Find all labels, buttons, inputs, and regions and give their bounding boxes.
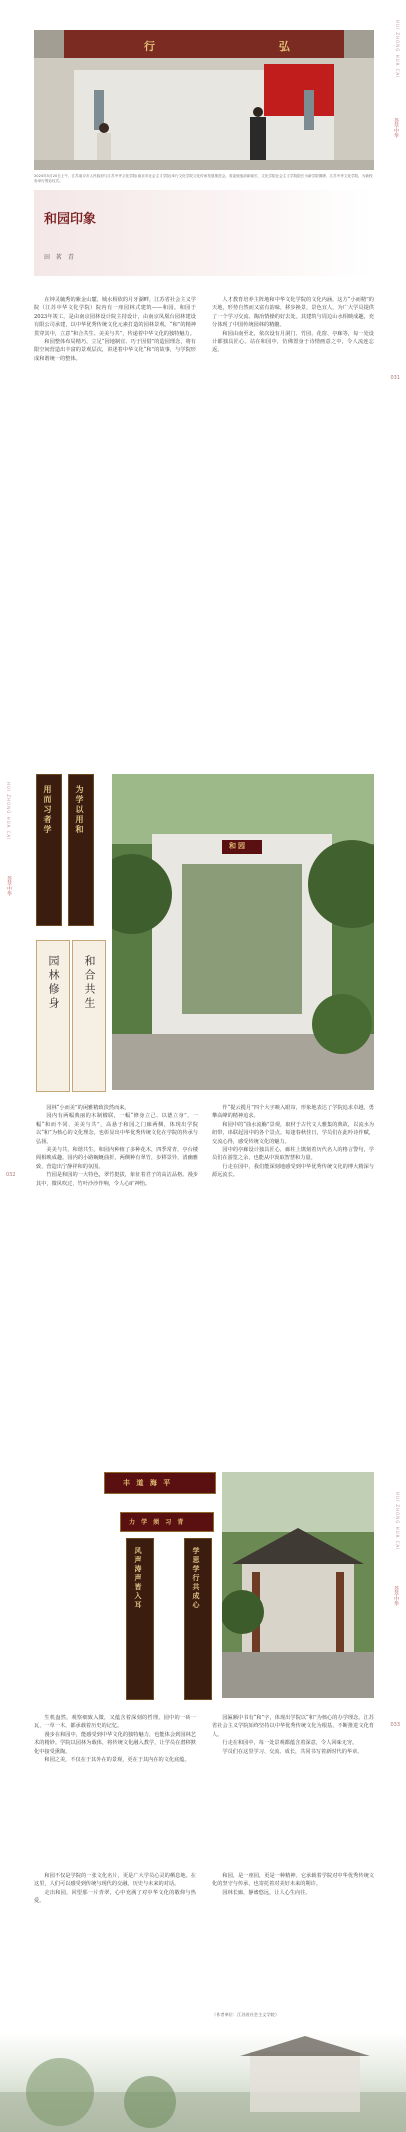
article-title-box bbox=[34, 190, 374, 276]
page-2 bbox=[0, 752, 406, 1472]
page2-column-right bbox=[212, 1104, 374, 1180]
paragraph: 行走在园中，我们能深刻地感受到中华优秀传统文化的博大精深与源远流长。 bbox=[212, 1163, 374, 1179]
paragraph: 和园，是一座园，更是一种精神。它承载着学院对中华优秀传统文化的坚守与传承，也寄托着对美好未来的期许。 bbox=[212, 1873, 374, 1888]
paragraph: 和园不仅是学院的一张文化名片，更是广大学员心灵的栖息地。在这里，人们可以感受到传统与现代的交融，历史与未来的对话。 bbox=[34, 1873, 196, 1888]
page-number: 032 bbox=[6, 1172, 16, 1178]
paragraph: 人才教育培养主阵地和中华文化学院的文化内涵，这方“小而精”的天地，形势自然而又富有韵味，移步换景，景色宜人，为广大学员提供了一个学习交流、陶冶情操的好去处。其建筑与周边山水相映成趣，充分体现了中国传统园林的精髓。 bbox=[212, 297, 374, 329]
page3-column-2 bbox=[212, 1714, 374, 1756]
paragraph: 园匾额中书有“和”字，体现出学院以“和”为核心的办学理念。江苏省社会主义学院始终坚持以中华优秀传统文化为根基，不断推进文化育人。 bbox=[212, 1715, 374, 1738]
page2-column-left bbox=[36, 1104, 198, 1188]
plaque-narrow-text: 力 学 须 习 青 bbox=[129, 1519, 186, 1526]
plaque-narrow bbox=[120, 1512, 214, 1532]
paragraph: 漫步在和园中，能感受到中华文化的独特魅力，也能体会到园林艺术的精妙。学院以园林为载体，将传统文化融入教学，让学员在潜移默化中接受熏陶。 bbox=[34, 1731, 196, 1755]
page3-column-3 bbox=[34, 1872, 196, 1906]
paragraph: 学员们在这里学习、交流、成长，共同书写着新时代的华章。 bbox=[222, 1748, 363, 1755]
calligraphy-board-left bbox=[36, 940, 70, 1092]
couplet-left bbox=[126, 1538, 154, 1700]
paragraph: 园中的亭廊设计独具匠心，廊柱上镌刻着历代名人的格言警句，学员们在游览之余，也能从中汲取智慧和力量。 bbox=[212, 1147, 374, 1162]
side-label-cn: 荟萃中华 bbox=[393, 118, 399, 138]
author-footnote: （作者单位：江苏省社会主义学院） bbox=[212, 2012, 280, 2017]
page1-column-left bbox=[34, 296, 196, 363]
couplet-left-text: 风声涛声皆入耳 bbox=[134, 1547, 143, 1610]
side-label-cn: 荟萃中华 bbox=[393, 1586, 399, 1606]
article-title: 和园印象 bbox=[44, 212, 97, 227]
couplet-left-text: 用而习者学 bbox=[43, 785, 53, 835]
paragraph: 和园整体布局精巧，立足“因地制宜、巧于因借”的造园理念，将有限空间营造出丰富的景观层次，讲述着中华文化“和”的故事，与学院形成和谐统一的整体。 bbox=[34, 339, 196, 362]
couplet-right bbox=[184, 1538, 212, 1700]
side-label-en: HUI ZHONG HUA CAI bbox=[395, 1492, 400, 1551]
paragraph: 在钟灵毓秀的紫金山麓、城水相依的月牙湖畔，江苏省社会主义学院（江苏中华文化学院）院内有一座园林式建筑——和园。和园于2023年竣工，是由南京园林设计院主持设计，由南京凤凰台园林建设有限公司承建，以中华优秀传统文化元素打造的园林景观。“和”的精神贯穿其中，立意“和合共生、美美与共”，传递着中华文化的独特魅力。 bbox=[34, 297, 196, 337]
paragraph: 和园中的“曲水流觞”景观，取材于古代文人雅集的典故，以流水为纽带，串联起园中的各个景点。每逢春秋佳日，学员们在此吟诗作赋，交流心得，感受传统文化的魅力。 bbox=[212, 1121, 374, 1145]
paragraph: 园林“小而美”的闲雅精致淡然而来。 bbox=[46, 1105, 130, 1111]
pavilion-art bbox=[222, 1472, 374, 1698]
paragraph: 行走在和园中，每一处景观都蕴含着深意，令人回味无穷。 bbox=[222, 1740, 358, 1747]
paragraph: 和园之美，不仅在于其外在的景观，更在于其内在的文化底蕴。 bbox=[44, 1757, 190, 1764]
couplet-right-text: 为学以用和 bbox=[75, 785, 85, 835]
paragraph: 园林长廊，静谧悠远，让人心生向往。 bbox=[222, 1889, 311, 1896]
page3-column-1 bbox=[34, 1714, 196, 1764]
paragraph: 美美与共，和谐共生。和园内种植了多种花木，四季常青，亭台楼阁相映成趣。园内的小路蜿蜒曲折，两侧种有翠竹，步移景异，清幽雅致，营造出宁静祥和的氛围。 bbox=[36, 1147, 198, 1170]
paragraph: 生机盎然，观察细致入微，又蕴含着深刻的哲理。园中的一砖一瓦，一草一木，都承载着历史的记忆。 bbox=[34, 1715, 196, 1730]
couplet-right-text: 学思学行共成心 bbox=[192, 1547, 201, 1610]
pavilion-photo bbox=[222, 1472, 374, 1698]
top-plaque-text: 行 弘 bbox=[144, 40, 350, 53]
paragraph: 竹园是和园的一大特色，翠竹挺拔，象征着君子的高洁品格。漫步其中，微风吹过，竹叶沙沙作响，令人心旷神怡。 bbox=[36, 1172, 198, 1187]
gate-plaque-text: 和园 bbox=[229, 841, 247, 850]
board-right-text: 和合共生 bbox=[83, 955, 96, 1011]
paragraph: 作“提云揽月”四个大字映入眼帘，形象地表达了学院追求卓越、勇攀高峰的精神追求。 bbox=[212, 1105, 374, 1120]
garden-gate-art bbox=[112, 774, 374, 1090]
plaque-wide-text: 丰 道 海 平 bbox=[123, 1478, 173, 1487]
calligraphy-board-right bbox=[72, 940, 106, 1092]
corridor-photo bbox=[0, 2032, 406, 2132]
page-1 bbox=[0, 0, 406, 752]
wooden-couplet-right bbox=[68, 774, 94, 926]
article-author: 田 茗 青 bbox=[44, 254, 76, 261]
paragraph: 和园由南至北，依次设有月洞门、竹园、花窗、亭廊等，每一处设计都独具匠心。站在和园中，仿佛置身于诗情画意之中，令人流连忘返。 bbox=[212, 330, 374, 354]
side-label-cn: 荟萃中华 bbox=[6, 876, 12, 896]
garden-gate-photo bbox=[112, 774, 374, 1090]
page3-column-4 bbox=[212, 1872, 374, 1897]
page-number: 031 bbox=[390, 375, 400, 381]
photo-caption: 2024年5月20日上午，江苏南京市人民政府与江苏中华文化学院(南京市社会主义学院)举行文化学院文化传承发展推进会。省委统战部副部长、文化学院社会主义学院院长为新学院揭牌，江苏中华文化学院，为新校舍举行剪彩仪式。 bbox=[34, 174, 373, 183]
side-label-en: HUI ZHONG HUA CAI bbox=[6, 782, 11, 841]
page-number: 033 bbox=[390, 1722, 400, 1728]
board-left-text: 园林修身 bbox=[47, 955, 60, 1011]
wooden-couplet-left bbox=[36, 774, 62, 926]
plaque-wide bbox=[104, 1472, 216, 1494]
page-3 bbox=[0, 1472, 406, 2132]
side-label-en: HUI ZHONG HUA CAI bbox=[395, 20, 400, 79]
ceremony-photo bbox=[34, 30, 374, 170]
paragraph: 走出和园，回望那一片青翠，心中充满了对中华文化的敬仰与热爱。 bbox=[34, 1889, 196, 1905]
corridor-art bbox=[0, 2032, 406, 2132]
page1-column-right bbox=[212, 296, 374, 355]
paragraph: 园内有两幅典丽的木制楹联，一幅“修身立己、以德立身”，一幅“和而不同、美美与共”，高悬于和园之门廊两侧，体现出学院以“和”为核心的文化理念，也彰显出中华优秀传统文化在学院的传承与弘扬。 bbox=[36, 1113, 198, 1145]
